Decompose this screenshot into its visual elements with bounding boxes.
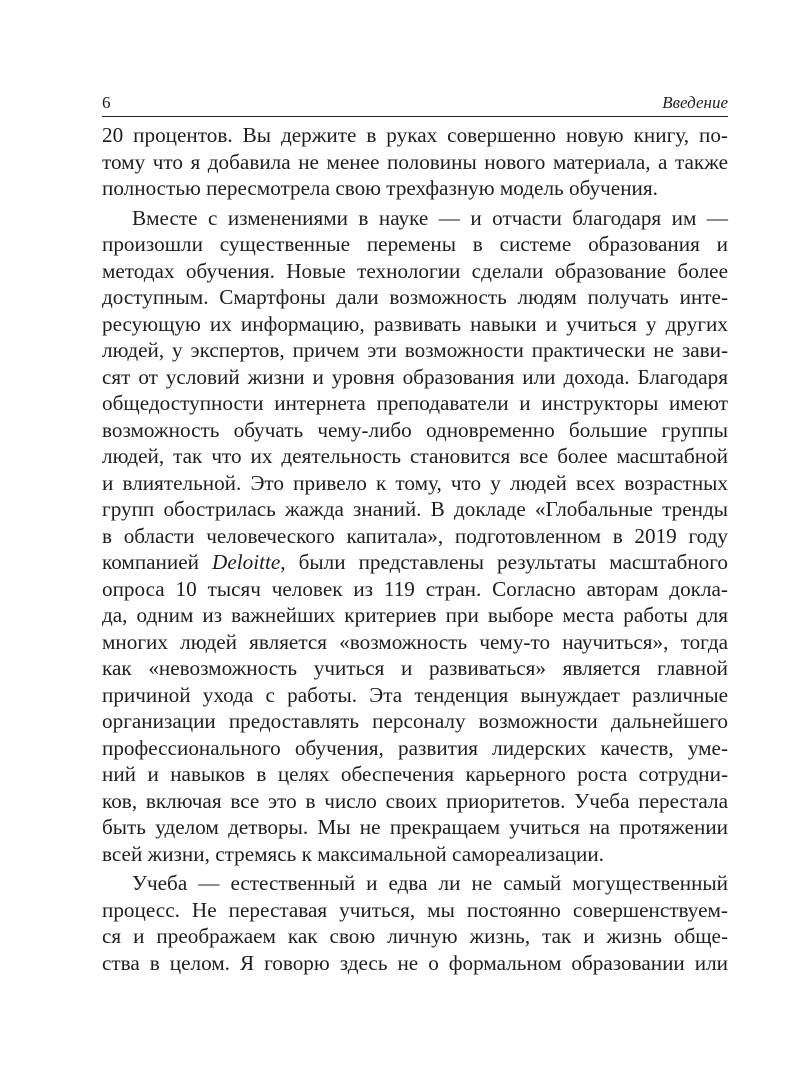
text-line: ний и навыков в целях обеспечения карьерного роста сотрудни- [102,762,728,786]
text-line: организации предоставлять персоналу возможности дальнейшего [102,709,728,733]
text-line: сят от условий жизни и уровня образования или дохода. Благодаря [102,364,728,389]
text-line: Учеба — естественный и едва ли не самый могущественный [132,871,728,895]
text-line: опроса 10 тысяч человек из 119 стран. Согласно авторам докла- [102,576,728,601]
text-line: Вместе с изменениями в науке — и отчасти благодаря им — [132,205,728,230]
book-page [102,90,728,976]
text-line: да, одним из важнейших критериев при выборе места работы для [102,603,728,627]
text-line: возможность обучать чему-либо одновременно большие группы [102,417,728,442]
text-line: компанией Deloitte, были представлены результаты масштабного [102,550,728,574]
text-line: как «невозможность учиться и развиваться» является главной [102,656,728,680]
text-line: всей жизни, стремясь к максимальной самореализации. [102,841,604,866]
text-line: профессионального обучения, развития лидерских качеств, уме- [102,735,728,760]
text-line: полностью пересмотрела свою трехфазную модель обучения. [102,176,658,200]
text-line: процесс. Не переставая учиться, мы постоянно совершенствуем- [102,897,728,922]
text-line: ресующую их информацию, развивать навыки и учиться у других [102,311,728,336]
text-line: методах обучения. Новые технологии сделали образование более [102,258,728,283]
body-text [102,122,728,976]
text-line: причиной ухода с работы. Эта тенденция вынуждает различные [102,682,728,707]
paragraph [102,122,728,202]
text-line: произошли существенные перемены в системе образования и [102,232,728,256]
text-line: в области человеческого капитала», подготовленном в 2019 году [102,523,728,548]
text-line: ся и преображаем как свою личную жизнь, так и жизнь обще- [102,924,728,948]
text-line: тому что я добавила не менее половины нового материала, а также [102,149,728,174]
running-head [102,90,728,116]
text-line: людей, у экспертов, причем эти возможности практически не зави- [102,338,728,362]
paragraph [102,205,728,868]
text-line: людей, так что их деятельность становится все более масштабной [102,444,728,468]
section-title: Введение [662,93,728,112]
paragraph [102,870,728,976]
page-number: 6 [102,93,111,112]
italic-term: Deloitte [212,550,281,574]
text-line: ков, включая все это в число своих приоритетов. Учеба перестала [102,788,728,813]
header-rule [102,116,728,117]
text-line: ства в целом. Я говорю здесь не о формальном образовании или [102,950,728,975]
text-line: доступным. Смартфоны дали возможность людям получать инте- [102,285,728,309]
text-line: и влиятельной. Это привело к тому, что у людей всех возрастных [102,470,728,495]
text-line: общедоступности интернета преподаватели и инструкторы имеют [102,391,728,415]
text-line: 20 процентов. Вы держите в руках совершенно новую книгу, по- [102,123,728,147]
text-line: многих людей является «возможность чему-то научиться», тогда [102,629,728,654]
text-line: групп обострилась жажда знаний. В докладе «Глобальные тренды [102,497,728,521]
text-line: быть уделом детворы. Мы не прекращаем учиться на протяжении [102,815,728,839]
